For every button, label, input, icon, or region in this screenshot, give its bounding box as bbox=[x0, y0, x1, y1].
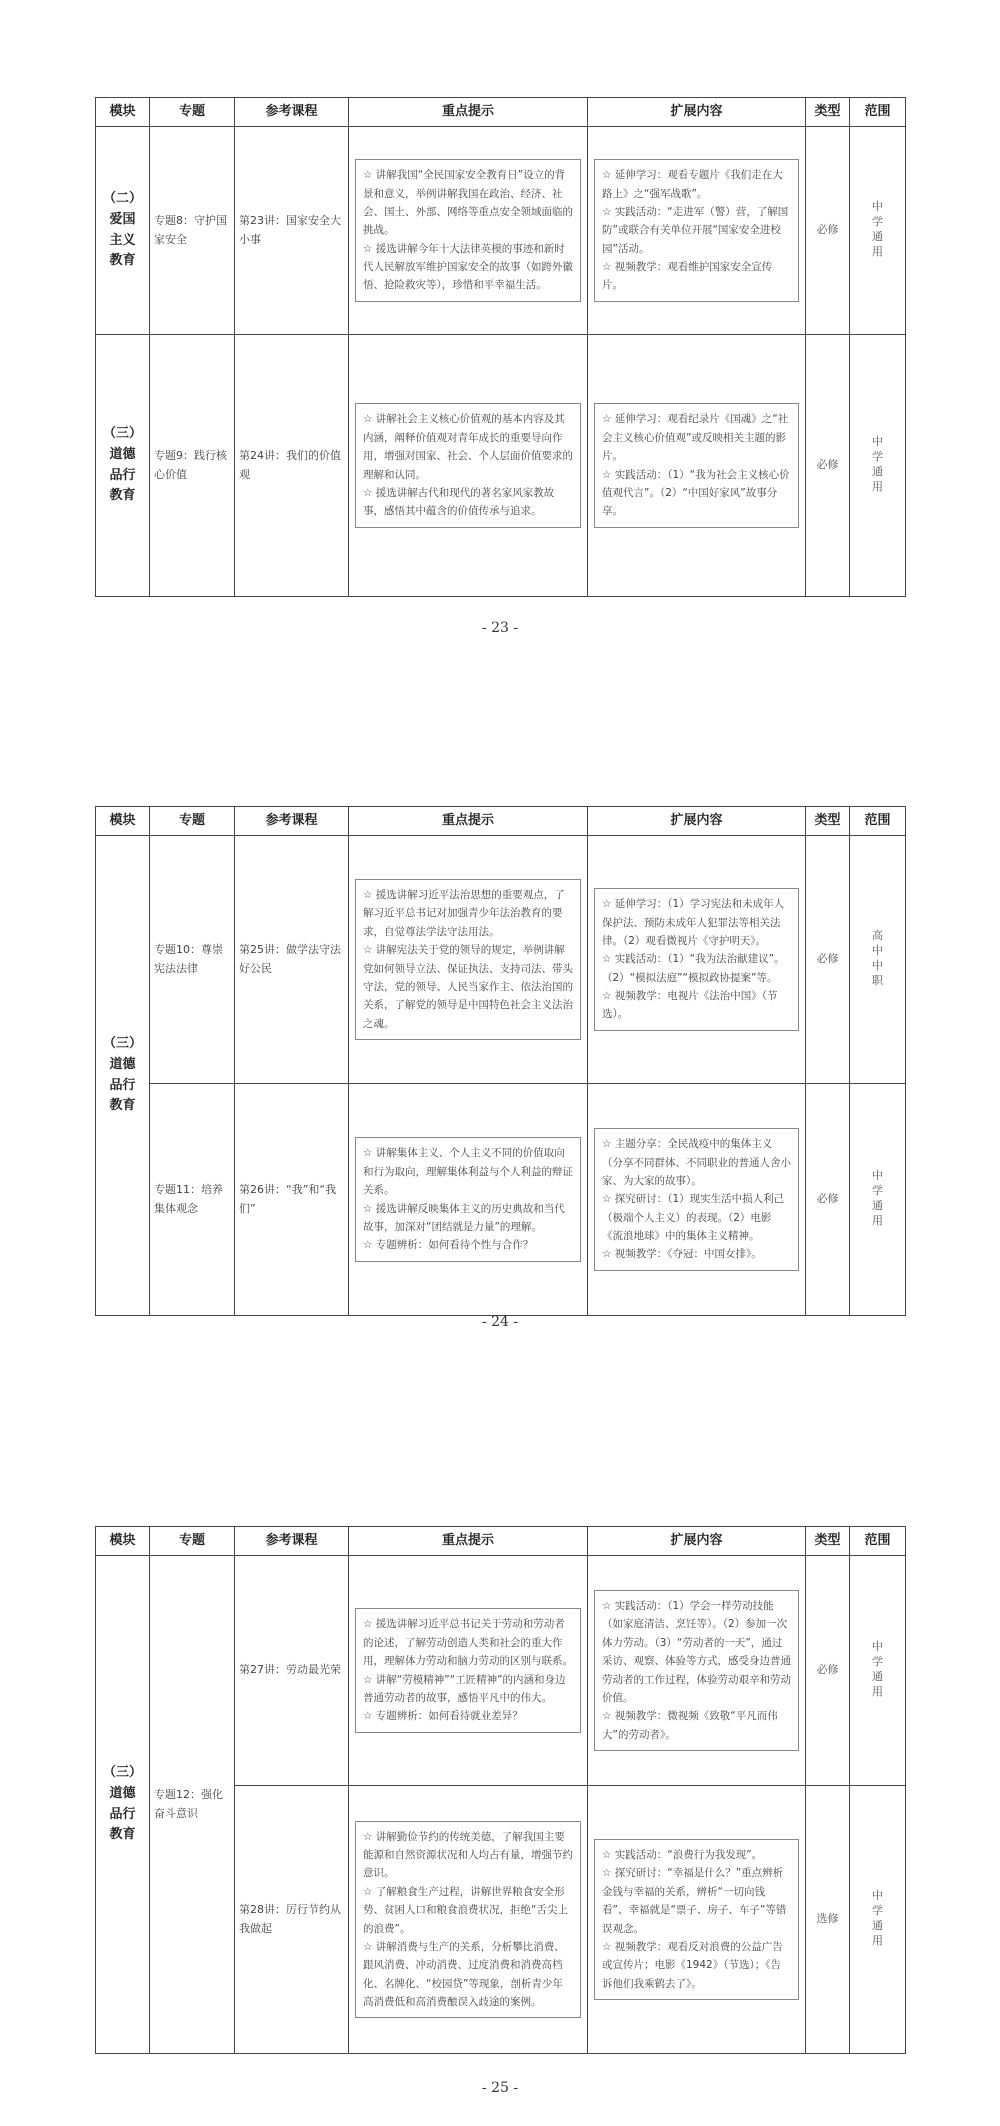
curriculum-table bbox=[95, 1526, 906, 2054]
table-row bbox=[96, 836, 906, 1084]
range-cell: 中学通用 bbox=[850, 1786, 906, 2054]
header-topic: 专题 bbox=[150, 807, 235, 836]
keypoints-cell: ☆ 讲解勤俭节约的传统美德，了解我国主要能源和自然资源状况和人均占有量，增强节约意识。 ☆ 了解粮食生产过程，讲解世界粮食安全形势、贫困人口和粮食浪费状况，拒绝“舌尖上的浪费”。 ☆ 讲解消费与生产的关系，分析攀比消费、跟风消费、冲动消费、过度消费和消费高档化、名牌化、“校园贷”等现象，剖析青少年高消费低和高消费酿误入歧途的案例。 bbox=[349, 1786, 588, 2054]
module-cell: （三） 道德 品行 教育 bbox=[96, 335, 150, 597]
course-cell: 第24讲：我们的价值观 bbox=[235, 335, 349, 597]
header-range: 范围 bbox=[850, 98, 906, 127]
type-cell: 必修 bbox=[806, 335, 850, 597]
header-module: 模块 bbox=[96, 1527, 150, 1556]
header-range: 范围 bbox=[850, 807, 906, 836]
header-course: 参考课程 bbox=[235, 98, 349, 127]
table-row bbox=[96, 1084, 906, 1316]
type-cell: 选修 bbox=[806, 1786, 850, 2054]
topic-cell: 专题9：践行核心价值 bbox=[150, 335, 235, 597]
type-cell: 必修 bbox=[806, 836, 850, 1084]
course-cell: 第28讲：厉行节约从我做起 bbox=[235, 1786, 349, 2054]
page-number: - 23 - bbox=[481, 620, 519, 636]
keypoints-cell: ☆ 讲解集体主义、个人主义不同的价值取向和行为取向，理解集体利益与个人利益的辩证关系。 ☆ 援选讲解反映集体主义的历史典故和当代故事，加深对“团结就是力量”的理解。 ☆ 专题辨析：如何看待个性与合作？ bbox=[349, 1084, 588, 1316]
header-extension: 扩展内容 bbox=[588, 98, 806, 127]
header-module: 模块 bbox=[96, 98, 150, 127]
header-course: 参考课程 bbox=[235, 1527, 349, 1556]
header-topic: 专题 bbox=[150, 1527, 235, 1556]
range-cell: 中学通用 bbox=[850, 1556, 906, 1786]
table-page-23 bbox=[95, 97, 905, 597]
table-row bbox=[96, 335, 906, 597]
extension-cell: ☆ 实践活动：“浪费行为我发现”。 ☆ 探究研讨：“幸福是什么？”重点辨析金钱与幸福的关系，辨析“一切向钱看”、幸福就是“票子、房子、车子”等错误观念。 ☆ 视频教学：观看反对浪费的公益广告或宣传片；电影《1942》（节选）；《告诉他们我乘鹤去了》。 bbox=[588, 1786, 806, 2054]
topic-cell: 专题10：尊崇宪法法律 bbox=[150, 836, 235, 1084]
keypoints-cell: ☆ 援选讲解习近平法治思想的重要观点，了解习近平总书记对加强青少年法治教育的要求，自觉尊法学法守法用法。 ☆ 讲解宪法关于党的领导的规定，举例讲解党如何领导立法、保证执法、支持司法、带头守法，党的领导、人民当家作主、依法治国的关系，了解党的领导是中国特色社会主义法治之魂。 bbox=[349, 836, 588, 1084]
range-cell: 高中中职 bbox=[850, 836, 906, 1084]
topic-cell: 专题8：守护国家安全 bbox=[150, 127, 235, 335]
header-extension: 扩展内容 bbox=[588, 807, 806, 836]
topic-cell: 专题12：强化奋斗意识 bbox=[150, 1556, 235, 2054]
module-cell: （三） 道德 品行 教育 bbox=[96, 836, 150, 1316]
range-cell: 中学通用 bbox=[850, 127, 906, 335]
extension-cell: ☆ 延伸学习：观看专题片《我们走在大路上》之“强军战歌”。 ☆ 实践活动：“走进军（警）营，了解国防”或联合有关单位开展“国家安全进校园”活动。 ☆ 视频教学：观看维护国家安全宣传片。 bbox=[588, 127, 806, 335]
course-cell: 第27讲：劳动最光荣 bbox=[235, 1556, 349, 1786]
header-type: 类型 bbox=[806, 1527, 850, 1556]
keypoints-cell: ☆ 讲解我国“全民国家安全教育日”设立的背景和意义，举例讲解我国在政治、经济、社会、国土、外部、网络等重点安全领域面临的挑战。 ☆ 援选讲解今年十大法律英模的事迹和新时代人民解放军维护国家安全的故事（如跨外徽悟、抢险救灾等），珍惜和平幸福生活。 bbox=[349, 127, 588, 335]
extension-cell: ☆ 主题分享：全民战疫中的集体主义（分享不同群体、不同职业的普通人舍小家、为大家的故事）。 ☆ 探究研讨：（1）现实生活中损人利己（极端个人主义）的表现。（2）电影《流浪地球》中的集体主义精神。 ☆ 视频教学：《夺冠：中国女排》。 bbox=[588, 1084, 806, 1316]
page-number: - 25 - bbox=[481, 2080, 519, 2096]
curriculum-table bbox=[95, 97, 906, 597]
header-row bbox=[96, 807, 906, 836]
course-cell: 第26讲：“我”和“我们” bbox=[235, 1084, 349, 1316]
page-number: - 24 - bbox=[481, 1314, 519, 1330]
extension-cell: ☆ 延伸学习：观看纪录片《国魂》之“社会主义核心价值观”或反映相关主题的影片。 ☆ 实践活动：（1）“我为社会主义核心价值观代言”。（2）“中国好家风”故事分享。 bbox=[588, 335, 806, 597]
module-cell: （二） 爱国 主义 教育 bbox=[96, 127, 150, 335]
header-module: 模块 bbox=[96, 807, 150, 836]
type-cell: 必修 bbox=[806, 1556, 850, 1786]
course-cell: 第25讲：做学法守法好公民 bbox=[235, 836, 349, 1084]
range-cell: 中学通用 bbox=[850, 335, 906, 597]
header-row bbox=[96, 98, 906, 127]
extension-cell: ☆ 实践活动：（1）学会一样劳动技能（如家庭清洁、烹饪等）。（2）参加一次体力劳动。（3）“劳动者的一天”，通过采访、观察、体验等方式，感受身边普通劳动者的工作过程，体验劳动艰辛和劳动价值。 ☆ 视频教学：微视频《致敬“平凡而伟大”的劳动者》。 bbox=[588, 1556, 806, 1786]
topic-cell: 专题11：培养集体观念 bbox=[150, 1084, 235, 1316]
course-cell: 第23讲：国家安全大小事 bbox=[235, 127, 349, 335]
header-type: 类型 bbox=[806, 98, 850, 127]
header-keypoints: 重点提示 bbox=[349, 98, 588, 127]
module-cell: （三） 道德 品行 教育 bbox=[96, 1556, 150, 2054]
header-keypoints: 重点提示 bbox=[349, 1527, 588, 1556]
table-page-24 bbox=[95, 806, 905, 1316]
header-topic: 专题 bbox=[150, 98, 235, 127]
curriculum-table bbox=[95, 806, 906, 1316]
type-cell: 必修 bbox=[806, 1084, 850, 1316]
table-page-25 bbox=[95, 1526, 905, 2054]
header-range: 范围 bbox=[850, 1527, 906, 1556]
header-row bbox=[96, 1527, 906, 1556]
range-cell: 中学通用 bbox=[850, 1084, 906, 1316]
extension-cell: ☆ 延伸学习：（1）学习宪法和未成年人保护法、预防未成年人犯罪法等相关法律。（2）观看微视片《守护明天》。 ☆ 实践活动：（1）“我为法治献建议”。（2）“模拟法庭”“模拟政协提案”等。 ☆ 视频教学：电视片《法治中国》（节选）。 bbox=[588, 836, 806, 1084]
table-row bbox=[96, 1556, 906, 1786]
header-extension: 扩展内容 bbox=[588, 1527, 806, 1556]
header-type: 类型 bbox=[806, 807, 850, 836]
table-row bbox=[96, 127, 906, 335]
type-cell: 必修 bbox=[806, 127, 850, 335]
keypoints-cell: ☆ 援选讲解习近平总书记关于劳动和劳动者的论述，了解劳动创造人类和社会的重大作用，理解体力劳动和脑力劳动的区别与联系。 ☆ 讲解“劳模精神”“工匠精神”的内涵和身边普通劳动者的故事，感悟平凡中的伟大。 ☆ 专题辨析：如何看待就业差异？ bbox=[349, 1556, 588, 1786]
keypoints-cell: ☆ 讲解社会主义核心价值观的基本内容及其内涵，阐释价值观对青年成长的重要导向作用，增强对国家、社会、个人层面价值要求的理解和认同。 ☆ 援选讲解古代和现代的著名家风家教故事，感悟其中蕴含的价值传承与追求。 bbox=[349, 335, 588, 597]
header-keypoints: 重点提示 bbox=[349, 807, 588, 836]
header-course: 参考课程 bbox=[235, 807, 349, 836]
